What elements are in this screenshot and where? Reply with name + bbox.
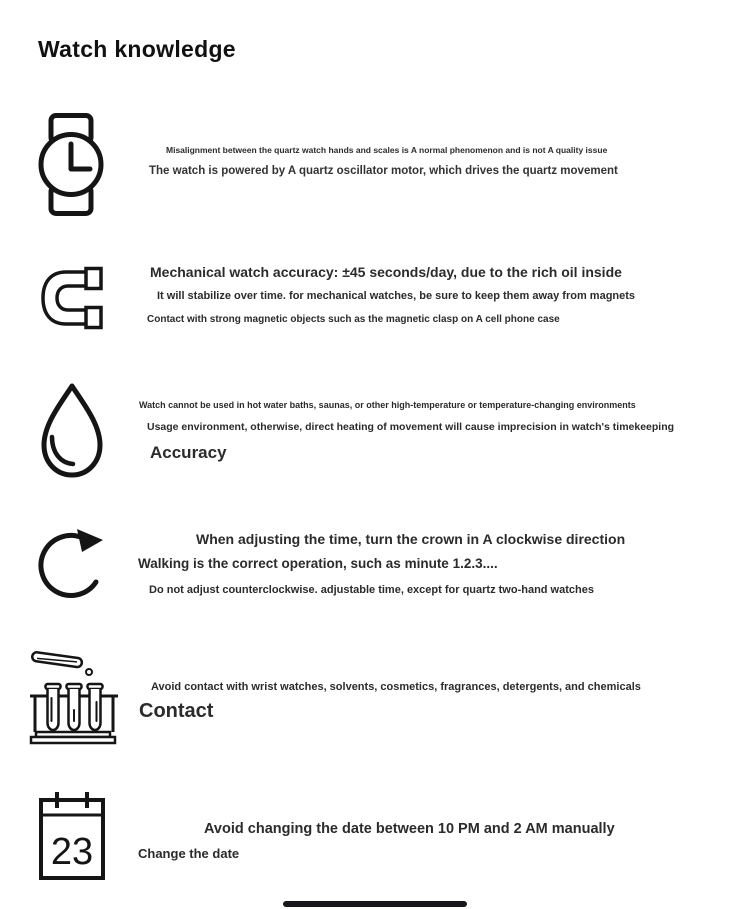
magnet-note-detail: Contact with strong magnetic objects such as the magnetic clasp on A cell phone case [147, 314, 560, 325]
chemicals-note: Avoid contact with wrist watches, solvents, cosmetics, fragrances, detergents, and chemicals [151, 681, 641, 693]
date-note-sub: Change the date [138, 846, 240, 861]
quartz-note-small: Misalignment between the quartz watch hands and scales is A normal phenomenon and is not A quality issue [166, 145, 608, 155]
adjust-note-title: When adjusting the time, turn the crown in A clockwise direction [196, 531, 626, 547]
magnet-note-title: Mechanical watch accuracy: ±45 seconds/day, due to the rich oil inside [150, 264, 622, 280]
adjust-note-sub: Walking is the correct operation, such as minute 1.2.3.... [138, 556, 498, 571]
magnet-note-sub: It will stabilize over time. for mechanical watches, be sure to keep them away from magnets [157, 290, 636, 302]
adjust-note-detail: Do not adjust counterclockwise. adjustable time, except for quartz two-hand watches [149, 584, 594, 596]
date-note-title: Avoid changing the date between 10 PM and 2 AM manually [204, 821, 615, 837]
wristwatch-icon [33, 112, 109, 217]
calendar-day-number: 23 [50, 831, 94, 873]
clockwise-rotate-icon [33, 518, 113, 608]
calendar-icon [37, 788, 107, 882]
temperature-note-sub: Usage environment, otherwise, direct heating of movement will cause imprecision in watch's timekeeping [147, 421, 675, 433]
page-title: Watch knowledge [38, 36, 236, 62]
accuracy-heading: Accuracy [150, 443, 227, 462]
test-tubes-icon [26, 642, 120, 746]
quartz-note-main: The watch is powered by A quartz oscillator motor, which drives the quartz movement [149, 165, 618, 177]
temperature-note-small: Watch cannot be used in hot water baths, saunas, or other high-temperature or temperature-changing environments [139, 400, 636, 410]
contact-heading: Contact [139, 700, 214, 722]
home-indicator-bar[interactable] [283, 901, 467, 907]
magnet-icon [36, 260, 108, 336]
water-drop-icon [35, 381, 109, 481]
